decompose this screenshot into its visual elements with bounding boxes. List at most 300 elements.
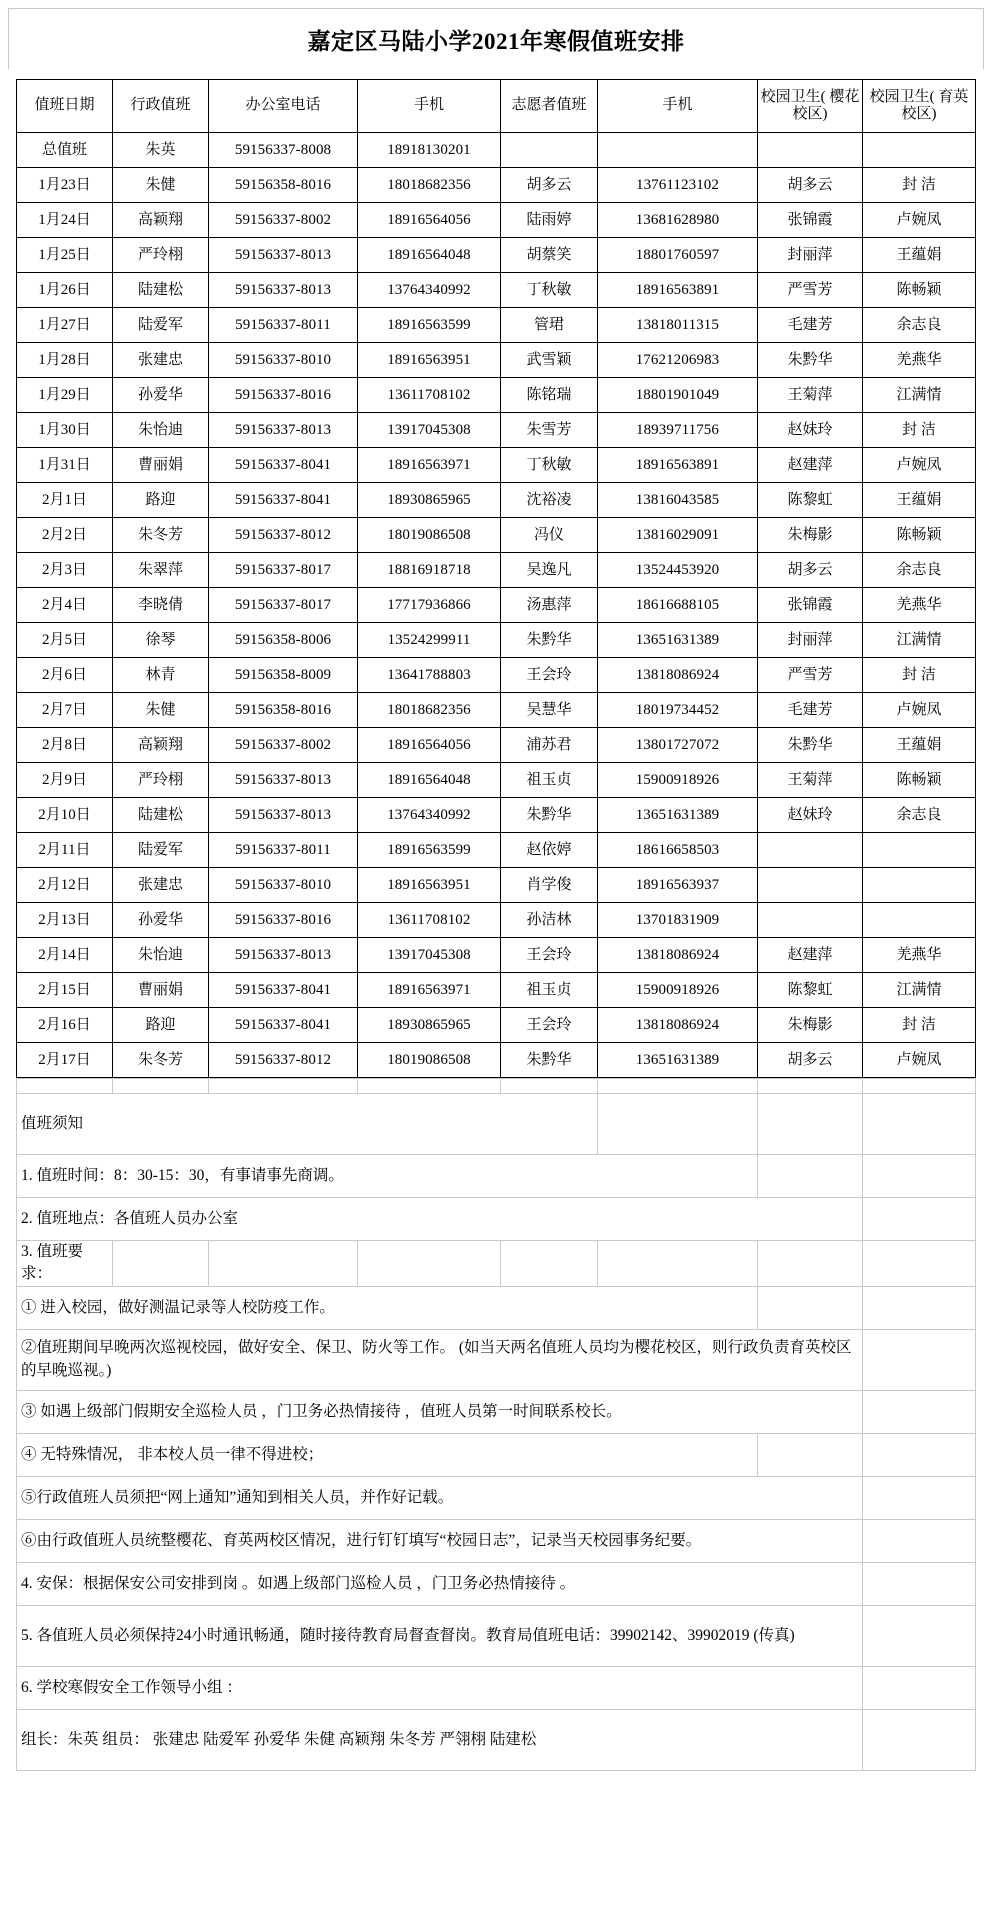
- cell-volunteer-duty: [501, 133, 598, 168]
- cell-sanitation-yuying: 王蕴娟: [863, 483, 976, 518]
- cell-sanitation-sakura: 朱梅影: [758, 1008, 863, 1043]
- spacer-cell: [209, 1079, 358, 1094]
- note-blank-cell: [863, 1666, 976, 1709]
- cell-volunteer-duty: 冯仪: [501, 518, 598, 553]
- cell-volunteer-mobile: 13818086924: [598, 1008, 758, 1043]
- cell-volunteer-mobile: 13651631389: [598, 623, 758, 658]
- cell-sanitation-yuying: 卢婉凤: [863, 1043, 976, 1078]
- cell-admin-duty: 高颖翔: [113, 728, 209, 763]
- cell-volunteer-mobile: 18801901049: [598, 378, 758, 413]
- note-row: [17, 1709, 976, 1770]
- cell-volunteer-mobile: 18916563891: [598, 273, 758, 308]
- cell-volunteer-duty: 王会玲: [501, 1008, 598, 1043]
- duty-notes-table: [16, 1078, 976, 1771]
- cell-sanitation-sakura: 毛建芳: [758, 693, 863, 728]
- cell-mobile: 17717936866: [358, 588, 501, 623]
- cell-volunteer-mobile: 13651631389: [598, 798, 758, 833]
- cell-office-phone: 59156337-8013: [209, 763, 358, 798]
- cell-duty-date: 1月27日: [17, 308, 113, 343]
- cell-sanitation-sakura: 封丽萍: [758, 238, 863, 273]
- spacer-cell: [863, 1079, 976, 1094]
- cell-office-phone: 59156337-8016: [209, 903, 358, 938]
- cell-duty-date: 2月5日: [17, 623, 113, 658]
- cell-duty-date: 1月23日: [17, 168, 113, 203]
- cell-office-phone: 59156337-8017: [209, 553, 358, 588]
- note-blank-cell: [863, 1519, 976, 1562]
- cell-volunteer-mobile: 18916563937: [598, 868, 758, 903]
- cell-mobile: 18916563951: [358, 868, 501, 903]
- cell-volunteer-mobile: 13818086924: [598, 938, 758, 973]
- table-header: [17, 80, 976, 133]
- cell-volunteer-duty: 陈铭瑞: [501, 378, 598, 413]
- note-item: 6. 学校寒假安全工作领导小组 ：: [17, 1666, 863, 1709]
- cell-volunteer-duty: 胡蔡笑: [501, 238, 598, 273]
- note-row: [17, 1666, 976, 1709]
- note-blank-cell: [758, 1433, 863, 1476]
- cell-mobile: 13917045308: [358, 413, 501, 448]
- cell-admin-duty: 张建忠: [113, 343, 209, 378]
- cell-mobile: 18916563951: [358, 343, 501, 378]
- cell-office-phone: 59156337-8012: [209, 1043, 358, 1078]
- cell-admin-duty: 路迎: [113, 483, 209, 518]
- cell-duty-date: 1月31日: [17, 448, 113, 483]
- cell-admin-duty: 陆爱军: [113, 308, 209, 343]
- cell-mobile: 18816918718: [358, 553, 501, 588]
- cell-office-phone: 59156337-8041: [209, 1008, 358, 1043]
- cell-duty-date: 2月15日: [17, 973, 113, 1008]
- column-header-sanitation-sakura: 校园卫生( 樱花校区): [758, 80, 863, 133]
- cell-sanitation-yuying: 王蕴娟: [863, 238, 976, 273]
- cell-duty-date: 1月29日: [17, 378, 113, 413]
- cell-sanitation-sakura: [758, 833, 863, 868]
- cell-sanitation-yuying: 江满情: [863, 378, 976, 413]
- cell-office-phone: 59156358-8016: [209, 693, 358, 728]
- cell-office-phone: 59156337-8016: [209, 378, 358, 413]
- cell-sanitation-sakura: 赵建萍: [758, 448, 863, 483]
- spacer-cell: [358, 1079, 501, 1094]
- cell-sanitation-yuying: [863, 903, 976, 938]
- cell-sanitation-sakura: 严雪芳: [758, 273, 863, 308]
- cell-volunteer-duty: 朱黔华: [501, 798, 598, 833]
- cell-volunteer-mobile: 15900918926: [598, 763, 758, 798]
- note-blank-cell: [863, 1241, 976, 1287]
- cell-volunteer-duty: 赵依婷: [501, 833, 598, 868]
- cell-volunteer-duty: 朱雪芳: [501, 413, 598, 448]
- notes-heading: 值班须知: [17, 1094, 598, 1155]
- note-row: [17, 1476, 976, 1519]
- cell-mobile: 18930865965: [358, 483, 501, 518]
- cell-mobile: 18916564056: [358, 728, 501, 763]
- table-row: [17, 238, 976, 273]
- cell-office-phone: 59156337-8008: [209, 133, 358, 168]
- cell-sanitation-sakura: 朱黔华: [758, 728, 863, 763]
- note-blank-cell: [758, 1155, 863, 1198]
- cell-sanitation-sakura: 毛建芳: [758, 308, 863, 343]
- note-item: ① 进入校园，做好测温记录等人校防疫工作。: [17, 1286, 758, 1329]
- cell-office-phone: 59156337-8011: [209, 833, 358, 868]
- table-row: [17, 413, 976, 448]
- cell-duty-date: 1月30日: [17, 413, 113, 448]
- cell-volunteer-mobile: 13701831909: [598, 903, 758, 938]
- cell-mobile: 13917045308: [358, 938, 501, 973]
- cell-admin-duty: 路迎: [113, 1008, 209, 1043]
- table-row: [17, 448, 976, 483]
- note-item: 4. 安保：根据保安公司安排到岗 。如遇上级部门巡检人员 ，门卫务必热情接待 。: [17, 1562, 863, 1605]
- note-blank-cell: [863, 1094, 976, 1155]
- cell-volunteer-duty: 肖学俊: [501, 868, 598, 903]
- cell-sanitation-yuying: 封 洁: [863, 658, 976, 693]
- cell-sanitation-yuying: 卢婉凤: [863, 693, 976, 728]
- cell-admin-duty: 曹丽娟: [113, 973, 209, 1008]
- cell-duty-date: 2月4日: [17, 588, 113, 623]
- cell-mobile: 18916564048: [358, 238, 501, 273]
- note-row: [17, 1329, 976, 1390]
- note-row: [17, 1286, 976, 1329]
- note-item: ⑥由行政值班人员统整樱花、育英两校区情况，进行钉钉填写“校园日志”，记录当天校园事务纪要。: [17, 1519, 863, 1562]
- cell-admin-duty: 朱冬芳: [113, 1043, 209, 1078]
- note-item: ③ 如遇上级部门假期安全巡检人员 ，门卫务必热情接待 ，值班人员第一时间联系校长。: [17, 1390, 863, 1433]
- cell-volunteer-mobile: 13761123102: [598, 168, 758, 203]
- cell-office-phone: 59156358-8006: [209, 623, 358, 658]
- note-row: [17, 1605, 976, 1666]
- column-header-mobile: 手机: [358, 80, 501, 133]
- cell-duty-date: 1月24日: [17, 203, 113, 238]
- note-item: 5. 各值班人员必须保持24小时通讯畅通，随时接待教育局督查督岗。教育局值班电话：39902142、39902019 (传真): [17, 1605, 863, 1666]
- note-row: [17, 1155, 976, 1198]
- cell-mobile: 18916563599: [358, 308, 501, 343]
- cell-volunteer-duty: 浦苏君: [501, 728, 598, 763]
- note-blank-cell: [598, 1241, 758, 1287]
- note-row: [17, 1390, 976, 1433]
- note-blank-cell: [863, 1562, 976, 1605]
- cell-admin-duty: 陆建松: [113, 798, 209, 833]
- cell-volunteer-mobile: 18939711756: [598, 413, 758, 448]
- cell-mobile: 18019086508: [358, 518, 501, 553]
- cell-admin-duty: 孙爱华: [113, 378, 209, 413]
- header-row: [17, 80, 976, 133]
- spacer-cell: [113, 1079, 209, 1094]
- table-row: [17, 903, 976, 938]
- table-row: [17, 553, 976, 588]
- cell-duty-date: 2月13日: [17, 903, 113, 938]
- column-header-sanitation-yuying: 校园卫生( 育英校区): [863, 80, 976, 133]
- cell-volunteer-mobile: 17621206983: [598, 343, 758, 378]
- cell-office-phone: 59156337-8002: [209, 203, 358, 238]
- cell-admin-duty: 朱健: [113, 693, 209, 728]
- cell-volunteer-mobile: 13818011315: [598, 308, 758, 343]
- cell-volunteer-mobile: 13816043585: [598, 483, 758, 518]
- cell-sanitation-sakura: 赵建萍: [758, 938, 863, 973]
- cell-duty-date: 2月12日: [17, 868, 113, 903]
- cell-sanitation-sakura: 陈黎虹: [758, 973, 863, 1008]
- cell-duty-date: 总值班: [17, 133, 113, 168]
- cell-volunteer-mobile: [598, 133, 758, 168]
- cell-office-phone: 59156337-8013: [209, 238, 358, 273]
- cell-admin-duty: 李晓倩: [113, 588, 209, 623]
- cell-office-phone: 59156358-8009: [209, 658, 358, 693]
- note-blank-cell: [758, 1241, 863, 1287]
- note-blank-cell: [113, 1241, 209, 1287]
- note-item: 1. 值班时间：8：30-15：30，有事请事先商调。: [17, 1155, 758, 1198]
- cell-admin-duty: 朱健: [113, 168, 209, 203]
- cell-admin-duty: 高颖翔: [113, 203, 209, 238]
- cell-mobile: 18916563971: [358, 448, 501, 483]
- cell-mobile: 18018682356: [358, 168, 501, 203]
- cell-mobile: 13641788803: [358, 658, 501, 693]
- cell-admin-duty: 陆建松: [113, 273, 209, 308]
- column-header-volunteer-duty: 志愿者值班: [501, 80, 598, 133]
- cell-duty-date: 2月2日: [17, 518, 113, 553]
- note-item: ⑤行政值班人员须把“网上通知”通知到相关人员，并作好记载。: [17, 1476, 863, 1519]
- note-blank-cell: [358, 1241, 501, 1287]
- cell-admin-duty: 朱怡迪: [113, 413, 209, 448]
- note-blank-cell: [863, 1709, 976, 1770]
- cell-sanitation-yuying: [863, 868, 976, 903]
- table-row: [17, 868, 976, 903]
- cell-volunteer-mobile: 18616688105: [598, 588, 758, 623]
- cell-admin-duty: 曹丽娟: [113, 448, 209, 483]
- cell-sanitation-yuying: 卢婉凤: [863, 448, 976, 483]
- cell-sanitation-sakura: 王菊萍: [758, 763, 863, 798]
- cell-office-phone: 59156337-8017: [209, 588, 358, 623]
- column-header-office-phone: 办公室电话: [209, 80, 358, 133]
- note-blank-cell: [863, 1329, 976, 1390]
- note-blank-cell: [863, 1433, 976, 1476]
- cell-sanitation-sakura: 朱梅影: [758, 518, 863, 553]
- cell-admin-duty: 林青: [113, 658, 209, 693]
- table-row: [17, 343, 976, 378]
- worksheet-page: [0, 8, 992, 1771]
- spacer-cell: [501, 1079, 598, 1094]
- cell-volunteer-duty: 丁秋敏: [501, 448, 598, 483]
- cell-duty-date: 2月10日: [17, 798, 113, 833]
- notes-spacer-row: [17, 1079, 976, 1094]
- spacer-cell: [758, 1079, 863, 1094]
- cell-volunteer-mobile: 13681628980: [598, 203, 758, 238]
- note-item: 2. 值班地点：各值班人员办公室: [17, 1198, 863, 1241]
- cell-volunteer-mobile: 15900918926: [598, 973, 758, 1008]
- note-blank-cell: [863, 1198, 976, 1241]
- cell-sanitation-sakura: [758, 133, 863, 168]
- cell-duty-date: 2月1日: [17, 483, 113, 518]
- cell-admin-duty: 徐琴: [113, 623, 209, 658]
- cell-volunteer-duty: 汤惠萍: [501, 588, 598, 623]
- cell-volunteer-mobile: 13801727072: [598, 728, 758, 763]
- note-blank-cell: [863, 1605, 976, 1666]
- cell-duty-date: 1月25日: [17, 238, 113, 273]
- cell-admin-duty: 严玲栩: [113, 238, 209, 273]
- cell-sanitation-yuying: 羌燕华: [863, 938, 976, 973]
- table-row: [17, 973, 976, 1008]
- cell-mobile: 18930865965: [358, 1008, 501, 1043]
- cell-sanitation-yuying: 陈畅颖: [863, 273, 976, 308]
- cell-sanitation-sakura: 胡多云: [758, 553, 863, 588]
- table-row: [17, 273, 976, 308]
- cell-volunteer-duty: 管珺: [501, 308, 598, 343]
- note-blank-cell: [501, 1241, 598, 1287]
- cell-sanitation-yuying: 陈畅颖: [863, 763, 976, 798]
- cell-mobile: 18019086508: [358, 1043, 501, 1078]
- cell-duty-date: 2月8日: [17, 728, 113, 763]
- cell-volunteer-mobile: 18801760597: [598, 238, 758, 273]
- cell-office-phone: 59156337-8013: [209, 413, 358, 448]
- cell-volunteer-duty: 胡多云: [501, 168, 598, 203]
- note-item: 组长：朱英 组员： 张建忠 陆爱军 孙爱华 朱健 高颖翔 朱冬芳 严翎栩 陆建松: [17, 1709, 863, 1770]
- note-item: 3. 值班要求：: [17, 1241, 113, 1287]
- cell-mobile: 18916563599: [358, 833, 501, 868]
- cell-volunteer-duty: 王会玲: [501, 658, 598, 693]
- cell-duty-date: 1月26日: [17, 273, 113, 308]
- cell-volunteer-duty: 朱黔华: [501, 623, 598, 658]
- cell-duty-date: 2月14日: [17, 938, 113, 973]
- cell-volunteer-duty: 陆雨婷: [501, 203, 598, 238]
- cell-sanitation-sakura: 张锦霞: [758, 588, 863, 623]
- note-blank-cell: [758, 1094, 863, 1155]
- cell-admin-duty: 孙爱华: [113, 903, 209, 938]
- cell-volunteer-mobile: 13818086924: [598, 658, 758, 693]
- table-row: [17, 728, 976, 763]
- cell-office-phone: 59156337-8041: [209, 448, 358, 483]
- cell-mobile: 18018682356: [358, 693, 501, 728]
- cell-sanitation-sakura: 赵妹玲: [758, 798, 863, 833]
- cell-volunteer-duty: 吴逸凡: [501, 553, 598, 588]
- cell-volunteer-mobile: 18916563891: [598, 448, 758, 483]
- cell-office-phone: 59156337-8010: [209, 868, 358, 903]
- note-row: [17, 1198, 976, 1241]
- cell-sanitation-sakura: [758, 868, 863, 903]
- table-row: [17, 1043, 976, 1078]
- cell-office-phone: 59156337-8041: [209, 483, 358, 518]
- cell-sanitation-yuying: 封 洁: [863, 168, 976, 203]
- cell-volunteer-duty: 武雪颖: [501, 343, 598, 378]
- cell-sanitation-yuying: 陈畅颖: [863, 518, 976, 553]
- note-blank-cell: [598, 1094, 758, 1155]
- table-row: [17, 658, 976, 693]
- cell-sanitation-sakura: 胡多云: [758, 168, 863, 203]
- cell-sanitation-sakura: [758, 903, 863, 938]
- cell-sanitation-sakura: 严雪芳: [758, 658, 863, 693]
- cell-sanitation-yuying: [863, 833, 976, 868]
- table-row: [17, 1008, 976, 1043]
- cell-sanitation-yuying: 封 洁: [863, 413, 976, 448]
- note-row: [17, 1519, 976, 1562]
- cell-admin-duty: 朱冬芳: [113, 518, 209, 553]
- cell-sanitation-sakura: 王菊萍: [758, 378, 863, 413]
- cell-office-phone: 59156337-8041: [209, 973, 358, 1008]
- table-row: [17, 588, 976, 623]
- cell-duty-date: 2月11日: [17, 833, 113, 868]
- note-row: [17, 1241, 976, 1287]
- table-row: [17, 623, 976, 658]
- cell-mobile: 13524299911: [358, 623, 501, 658]
- cell-volunteer-duty: 孙洁林: [501, 903, 598, 938]
- cell-volunteer-duty: 朱黔华: [501, 1043, 598, 1078]
- cell-duty-date: 2月7日: [17, 693, 113, 728]
- cell-mobile: 18918130201: [358, 133, 501, 168]
- cell-volunteer-mobile: 13524453920: [598, 553, 758, 588]
- spacer-cell: [17, 1079, 113, 1094]
- cell-duty-date: 2月17日: [17, 1043, 113, 1078]
- cell-mobile: 18916563971: [358, 973, 501, 1008]
- title-band: [8, 8, 984, 69]
- cell-sanitation-yuying: 余志良: [863, 798, 976, 833]
- table-row: [17, 483, 976, 518]
- cell-admin-duty: 朱翠萍: [113, 553, 209, 588]
- page-title: 嘉定区马陆小学2021年寒假值班安排: [307, 28, 685, 54]
- cell-sanitation-yuying: 江满情: [863, 973, 976, 1008]
- cell-sanitation-yuying: 余志良: [863, 308, 976, 343]
- note-row: [17, 1094, 976, 1155]
- table-row: [17, 203, 976, 238]
- cell-office-phone: 59156358-8016: [209, 168, 358, 203]
- note-row: [17, 1433, 976, 1476]
- cell-admin-duty: 朱怡迪: [113, 938, 209, 973]
- cell-duty-date: 2月9日: [17, 763, 113, 798]
- cell-volunteer-mobile: 18616658503: [598, 833, 758, 868]
- column-header-admin-duty: 行政值班: [113, 80, 209, 133]
- cell-duty-date: 2月3日: [17, 553, 113, 588]
- note-row: [17, 1562, 976, 1605]
- cell-office-phone: 59156337-8013: [209, 273, 358, 308]
- cell-sanitation-yuying: 余志良: [863, 553, 976, 588]
- table-row: [17, 133, 976, 168]
- notes-body: [17, 1079, 976, 1771]
- cell-sanitation-yuying: 王蕴娟: [863, 728, 976, 763]
- cell-mobile: 13764340992: [358, 798, 501, 833]
- cell-volunteer-duty: 丁秋敏: [501, 273, 598, 308]
- cell-sanitation-yuying: 羌燕华: [863, 343, 976, 378]
- cell-volunteer-mobile: 13651631389: [598, 1043, 758, 1078]
- cell-admin-duty: 陆爱军: [113, 833, 209, 868]
- cell-sanitation-sakura: 胡多云: [758, 1043, 863, 1078]
- duty-schedule-table: [16, 79, 976, 1078]
- cell-admin-duty: 严玲栩: [113, 763, 209, 798]
- note-blank-cell: [209, 1241, 358, 1287]
- table-body: [17, 133, 976, 1078]
- cell-volunteer-mobile: 13816029091: [598, 518, 758, 553]
- cell-sanitation-yuying: [863, 133, 976, 168]
- cell-sanitation-yuying: 羌燕华: [863, 588, 976, 623]
- table-row: [17, 833, 976, 868]
- cell-sanitation-sakura: 张锦霞: [758, 203, 863, 238]
- column-header-mobile-2: 手机: [598, 80, 758, 133]
- note-blank-cell: [863, 1476, 976, 1519]
- cell-admin-duty: 张建忠: [113, 868, 209, 903]
- note-item: ②值班期间早晚两次巡视校园，做好安全、保卫、防火等工作。 (如当天两名值班人员均为樱花校区，则行政负责育英校区的早晚巡视。): [17, 1329, 863, 1390]
- note-blank-cell: [863, 1390, 976, 1433]
- table-row: [17, 168, 976, 203]
- cell-mobile: 13611708102: [358, 378, 501, 413]
- cell-mobile: 13611708102: [358, 903, 501, 938]
- column-header-duty-date: 值班日期: [17, 80, 113, 133]
- cell-office-phone: 59156337-8011: [209, 308, 358, 343]
- table-row: [17, 518, 976, 553]
- cell-sanitation-sakura: 封丽萍: [758, 623, 863, 658]
- table-row: [17, 693, 976, 728]
- cell-sanitation-yuying: 江满情: [863, 623, 976, 658]
- table-row: [17, 938, 976, 973]
- cell-volunteer-duty: 沈裕凌: [501, 483, 598, 518]
- note-blank-cell: [863, 1286, 976, 1329]
- table-row: [17, 378, 976, 413]
- table-row: [17, 763, 976, 798]
- cell-duty-date: 1月28日: [17, 343, 113, 378]
- cell-volunteer-duty: 吴慧华: [501, 693, 598, 728]
- cell-sanitation-yuying: 封 洁: [863, 1008, 976, 1043]
- cell-office-phone: 59156337-8010: [209, 343, 358, 378]
- cell-volunteer-duty: 王会玲: [501, 938, 598, 973]
- cell-duty-date: 2月16日: [17, 1008, 113, 1043]
